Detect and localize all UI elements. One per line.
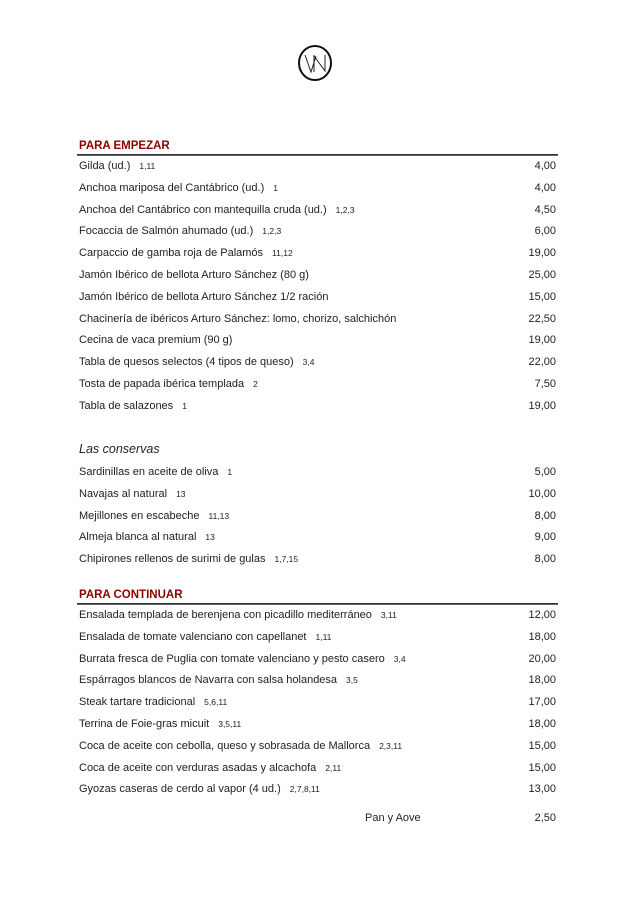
menu-item <box>79 506 556 528</box>
item-label <box>79 549 298 571</box>
menu-item <box>79 779 556 801</box>
menu-item <box>79 692 556 714</box>
item-price: 8,00 <box>534 553 556 566</box>
menu-item <box>79 462 556 484</box>
item-allergens: 13 <box>205 532 215 543</box>
menu-item <box>79 714 556 736</box>
item-name: Chacinería de ibéricos Arturo Sánchez: lomo, chorizo, salchichón <box>79 312 397 325</box>
item-price: 15,00 <box>528 739 556 752</box>
item-allergens: 3,4 <box>393 653 406 664</box>
item-price: 10,00 <box>528 487 556 500</box>
item-label <box>79 396 187 418</box>
item-name: Gilda (ud.) <box>79 160 131 172</box>
item-allergens: 3,5,11 <box>218 718 242 729</box>
menu-item <box>79 484 556 506</box>
menu-item <box>79 265 556 287</box>
menu-item <box>79 243 556 265</box>
item-label <box>79 462 232 484</box>
item-price: 2,50 <box>534 812 556 824</box>
item-allergens: 11,13 <box>208 510 230 521</box>
item-allergens: 3,5 <box>346 675 358 686</box>
item-name: Anchoa del Cantábrico con mantequilla cruda (ud.) <box>79 203 327 216</box>
menu-item <box>79 627 556 649</box>
item-allergens: 1,7,15 <box>274 554 299 565</box>
menu-item <box>79 156 556 178</box>
menu-item <box>79 670 556 692</box>
item-label <box>79 221 281 243</box>
menu-item <box>79 396 556 418</box>
item-allergens: 11,12 <box>272 248 293 259</box>
item-allergens: 3,11 <box>380 610 397 620</box>
item-name: Sardinillas en aceite de oliva <box>79 466 219 478</box>
item-label <box>79 374 258 396</box>
section-title: PARA CONTINUAR <box>79 589 183 601</box>
item-name: Coca de aceite con cebolla, queso y sobrasada de Mallorca <box>79 739 371 752</box>
item-name: Mejillones en escabeche <box>79 509 200 522</box>
item-price: 18,00 <box>528 674 556 687</box>
item-price: 4,00 <box>534 160 556 172</box>
item-price: 15,00 <box>528 290 556 303</box>
item-allergens: 3,4 <box>302 357 315 368</box>
item-label <box>79 156 155 178</box>
item-allergens: 1 <box>182 400 187 411</box>
item-label <box>79 670 358 692</box>
item-name: Terrina de Foie-gras micuit <box>79 717 210 730</box>
item-name: Almeja blanca al natural <box>79 531 197 544</box>
section-para-empezar <box>79 140 556 418</box>
restaurant-logo <box>297 44 333 82</box>
item-label <box>79 649 406 671</box>
menu-item <box>79 736 556 758</box>
item-label <box>79 779 320 801</box>
item-price: 22,00 <box>528 356 556 369</box>
section-conservas <box>79 441 556 571</box>
menu-item <box>79 374 556 396</box>
item-price: 12,00 <box>528 609 556 621</box>
item-price: 17,00 <box>528 696 556 709</box>
menu-item <box>79 330 556 352</box>
item-price: 25,00 <box>528 268 556 281</box>
item-name: Anchoa mariposa del Cantábrico (ud.) <box>79 181 265 194</box>
item-label <box>79 243 293 265</box>
item-allergens: 2,7,8,11 <box>289 784 320 795</box>
item-label <box>79 692 227 714</box>
item-price: 4,00 <box>534 181 556 194</box>
menu-item <box>79 178 556 200</box>
item-price: 18,00 <box>528 717 556 730</box>
item-name: Tabla de quesos selectos (4 tipos de queso) <box>79 356 294 369</box>
item-allergens: 1,11 <box>139 161 156 171</box>
item-name: Jamón Ibérico de bellota Arturo Sánchez (80 g) <box>79 268 309 281</box>
menu-item <box>79 549 556 571</box>
item-name: Steak tartare tradicional <box>79 696 196 709</box>
item-label <box>79 309 396 331</box>
item-price: 7,50 <box>534 377 556 390</box>
item-allergens: 1,2,3 <box>262 226 282 237</box>
item-price: 9,00 <box>534 531 556 544</box>
item-label <box>79 265 309 287</box>
menu-item <box>79 287 556 309</box>
item-name: Gyozas caseras de cerdo al vapor (4 ud.) <box>79 783 281 796</box>
menu-item <box>79 649 556 671</box>
item-label <box>79 605 397 627</box>
item-label <box>79 527 215 549</box>
item-price: 18,00 <box>528 630 556 643</box>
item-allergens: 1 <box>227 467 233 477</box>
menu-item <box>79 605 556 627</box>
item-allergens: 13 <box>176 488 186 499</box>
item-label <box>79 178 278 200</box>
item-label <box>79 287 328 309</box>
footer-item <box>365 812 556 824</box>
item-name: Focaccia de Salmón ahumado (ud.) <box>79 225 254 238</box>
item-price: 19,00 <box>528 247 556 260</box>
section-para-continuar <box>79 589 556 801</box>
item-label <box>79 627 331 649</box>
item-name: Espárragos blancos de Navarra con salsa holandesa <box>79 674 338 687</box>
section-title: Las conservas <box>79 442 160 456</box>
item-name: Ensalada templada de berenjena con picadillo mediterráneo <box>79 609 372 621</box>
item-allergens: 1,11 <box>315 631 332 642</box>
item-price: 5,00 <box>534 466 556 478</box>
item-price: 19,00 <box>528 399 556 412</box>
menu-item <box>79 309 556 331</box>
item-label <box>79 200 355 222</box>
item-name: Coca de aceite con verduras asadas y alcachofa <box>79 761 317 774</box>
menu-item <box>79 352 556 374</box>
item-price: 15,00 <box>528 761 556 774</box>
item-price: 6,00 <box>534 225 556 238</box>
item-label <box>79 714 241 736</box>
item-label <box>79 484 186 506</box>
item-name: Navajas al natural <box>79 487 168 500</box>
item-allergens: 2,3,11 <box>379 740 403 751</box>
item-name: Pan y Aove <box>365 812 421 824</box>
menu-item <box>79 221 556 243</box>
menu-item <box>79 758 556 780</box>
item-price: 4,50 <box>534 203 556 216</box>
item-name: Cecina de vaca premium (90 g) <box>79 334 233 347</box>
item-price: 22,50 <box>528 312 556 325</box>
item-name: Carpaccio de gamba roja de Palamós <box>79 247 264 260</box>
menu-item <box>79 200 556 222</box>
item-allergens: 1 <box>273 182 278 193</box>
item-allergens: 2 <box>253 378 258 389</box>
item-label <box>79 330 232 352</box>
item-name: Burrata fresca de Puglia con tomate valenciano y pesto casero <box>79 652 385 665</box>
item-name: Ensalada de tomate valenciano con capellanet <box>79 630 307 643</box>
item-price: 8,00 <box>534 509 556 522</box>
item-name: Tosta de papada ibérica templada <box>79 377 245 390</box>
item-name: Chipirones rellenos de surimi de gulas <box>79 553 266 566</box>
menu-item <box>79 527 556 549</box>
item-label <box>79 758 341 780</box>
item-price: 19,00 <box>528 334 556 347</box>
item-name: Tabla de salazones <box>79 399 174 412</box>
item-allergens: 1,2,3 <box>335 204 355 215</box>
item-allergens: 5,6,11 <box>204 697 228 708</box>
item-allergens: 2,11 <box>325 762 342 773</box>
item-price: 13,00 <box>528 783 556 796</box>
item-label <box>79 352 314 374</box>
item-label <box>79 736 402 758</box>
item-label <box>79 506 229 528</box>
section-title: PARA EMPEZAR <box>79 140 170 152</box>
item-price: 20,00 <box>528 652 556 665</box>
item-name: Jamón Ibérico de bellota Arturo Sánchez 1/2 ración <box>79 290 329 303</box>
